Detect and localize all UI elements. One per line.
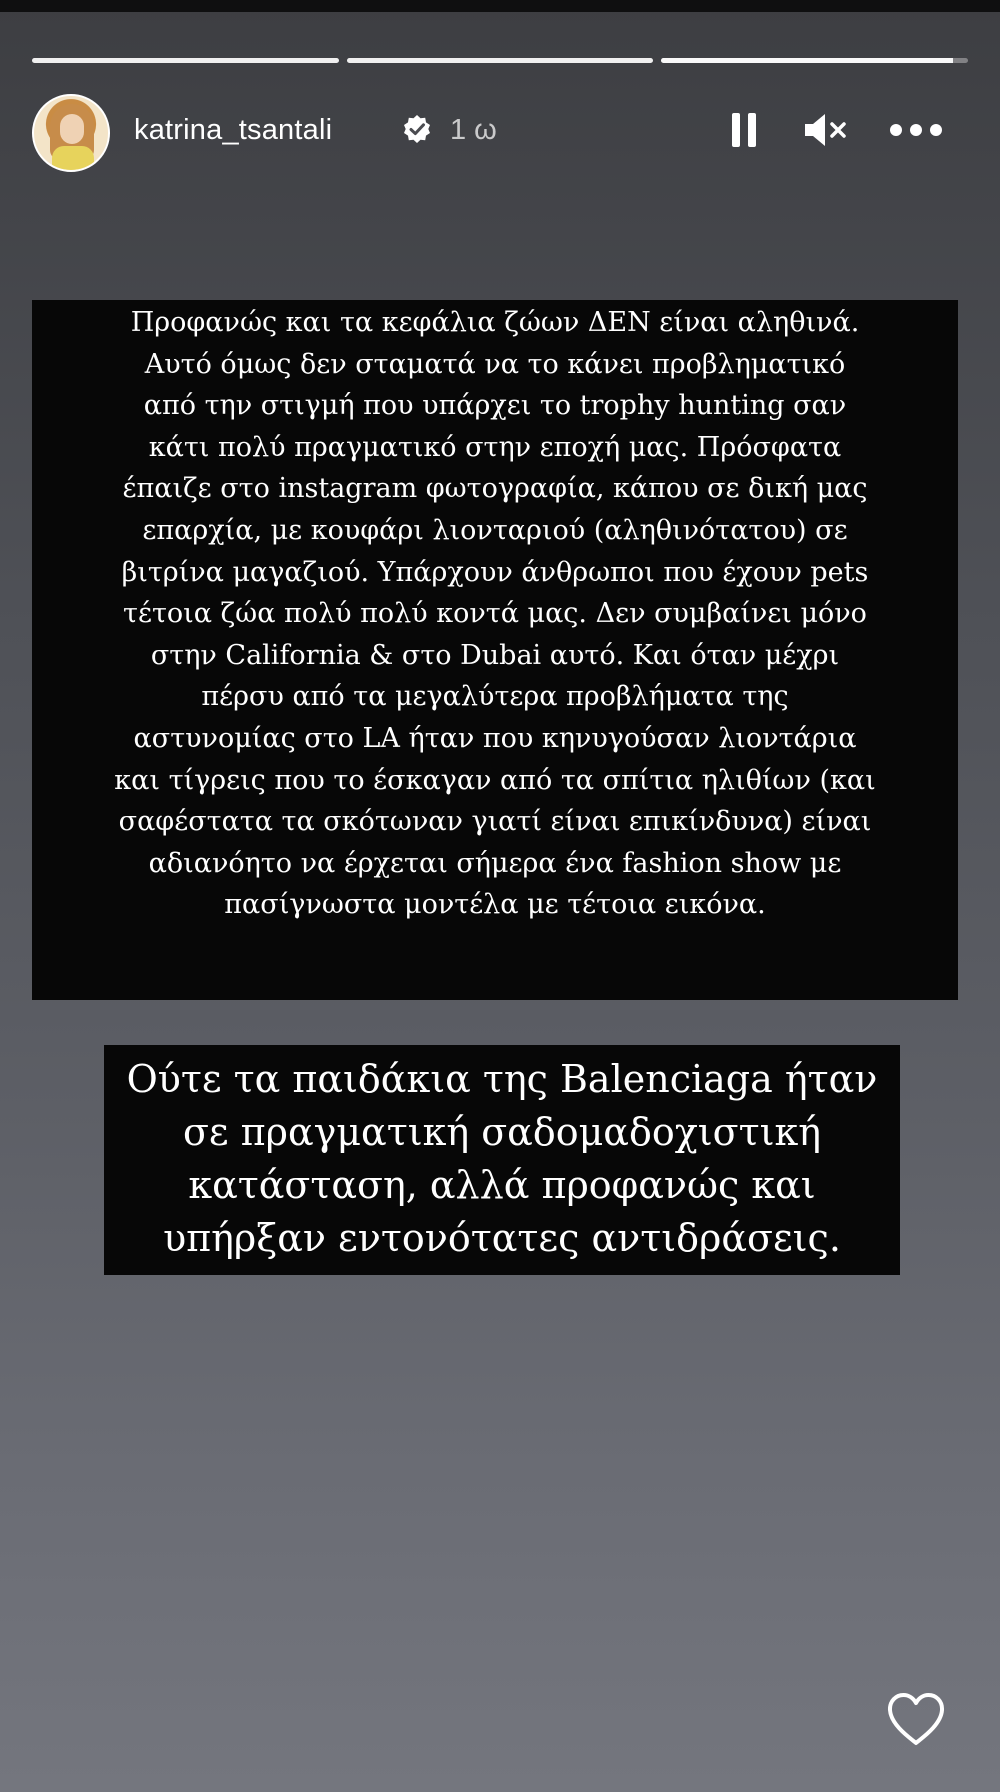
text-line: τέτοια ζώα πολύ πολύ κοντά μας. Δεν συμβαίνει μόνο: [123, 598, 867, 630]
story-text-block-2: [104, 1045, 900, 1275]
mute-icon: [802, 111, 848, 149]
text-line: κατάσταση, αλλά προφανώς και: [188, 1163, 816, 1207]
text-line: Προφανώς και τα κεφάλια ζώων ΔΕΝ είναι αληθινά.: [130, 307, 860, 338]
more-icon: [889, 123, 943, 137]
verified-badge-icon: [402, 114, 432, 144]
progress-segment-2: [347, 58, 654, 63]
avatar-top: [52, 146, 94, 172]
text-line: από την στιγμή που υπάρχει το trophy hunting σαν: [143, 390, 847, 422]
time-ago: 1 ω: [450, 114, 497, 146]
text-line: αδιανόητο να έρχεται σήμερα ένα fashion show με: [148, 847, 842, 879]
text-line: στην California & στο Dubai αυτό. Και όταν μέχρι: [150, 639, 840, 671]
pause-icon: [729, 111, 759, 149]
text-line: υπήρξαν εντονότατες αντιδράσεις.: [163, 1216, 841, 1260]
text-line: σαφέστατα τα σκότωναν γιατί είναι επικίνδυνα) είναι: [118, 806, 872, 838]
story-text-block-1: [32, 300, 958, 1000]
text-line: αστυνομίας στο LA ήταν που κηνυγούσαν λιοντάρια: [133, 722, 857, 754]
mute-button[interactable]: [802, 110, 848, 150]
text-line: πασίγνωστα μοντέλα με τέτοια εικόνα.: [224, 889, 766, 921]
more-options-button[interactable]: [886, 110, 946, 150]
text-line: και τίγρεις που το έσκαγαν από τα σπίτια ηλιθίων (και: [114, 764, 876, 796]
progress-segment-3-fill: [661, 58, 952, 63]
text-line: πέρσυ από τα μεγαλύτερα προβλήματα της: [201, 681, 789, 713]
text-line: επαρχία, με κουφάρι λιονταριού (αληθινότατου) σε: [142, 514, 848, 546]
heart-icon: [886, 1692, 946, 1748]
username[interactable]: katrina_tsantali: [134, 114, 333, 146]
progress-segment-1: [32, 58, 339, 63]
story-header: [32, 94, 968, 174]
avatar-face: [60, 114, 84, 144]
like-button[interactable]: [886, 1692, 946, 1748]
text-line: βιτρίνα μαγαζιού. Υπάρχουν άνθρωποι που έχουν pets: [121, 556, 869, 588]
text-line: σε πραγματική σαδομαδοχιστική: [182, 1110, 822, 1154]
avatar[interactable]: [32, 94, 110, 172]
progress-segment-3: [661, 58, 968, 63]
pause-button[interactable]: [724, 110, 764, 150]
text-line: Αυτό όμως δεν σταματά να το κάνει προβληματικό: [144, 348, 846, 380]
text-line: κάτι πολύ πραγματικό στην εποχή μας. Πρόσφατα: [148, 431, 842, 463]
text-line: Ούτε τα παιδάκια της Balenciaga ήταν: [126, 1057, 878, 1101]
top-edge: [0, 0, 1000, 12]
text-line: έπαιζε στο instagram φωτογραφία, κάπου σε δική μας: [122, 473, 868, 505]
story-progress-bar: [32, 58, 968, 63]
